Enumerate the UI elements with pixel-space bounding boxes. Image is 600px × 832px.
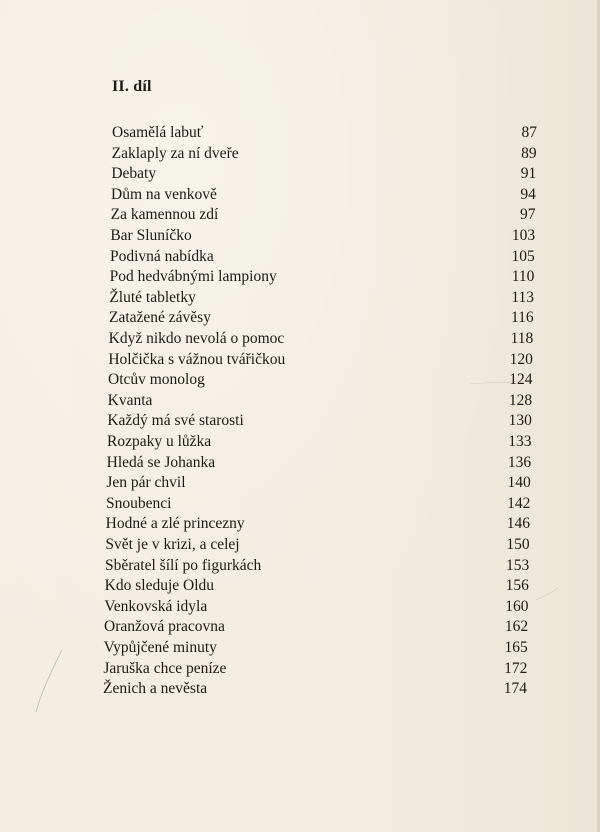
toc-entry-page-number: 146 — [506, 515, 530, 533]
toc-entry — [0, 391, 600, 411]
toc-entry-title: Venkovská idyla — [104, 597, 208, 615]
toc-entry-page-number: 133 — [508, 433, 532, 450]
toc-entry-title: Vypůjčené minuty — [103, 639, 217, 656]
toc-entry — [0, 308, 600, 328]
toc-entry-title: Osamělá labuť — [112, 124, 204, 141]
toc-entry-title: Zatažené závěsy — [109, 309, 211, 327]
toc-entry-page-number: 116 — [510, 309, 534, 327]
toc-entry — [0, 411, 600, 431]
toc-entry-title: Debaty — [111, 165, 157, 183]
toc-entry-page-number: 162 — [504, 618, 529, 636]
toc-entry-page-number: 153 — [505, 556, 530, 574]
toc-entry-title: Ženich a nevěsta — [103, 680, 208, 698]
toc-entry-title: Žluté tabletky — [109, 288, 196, 306]
toc-entry-page-number: 140 — [507, 474, 531, 492]
toc-entry-page-number: 91 — [520, 165, 537, 183]
toc-entry-title: Kdo sleduje Oldu — [104, 577, 215, 595]
toc-entry-page-number: 174 — [503, 680, 527, 698]
toc-entry-page-number: 94 — [520, 185, 536, 203]
toc-entry — [0, 556, 600, 576]
toc-entry-title: Svět je v krizi, a celej — [105, 536, 240, 553]
toc-entry-title: Pod hedvábnými lampiony — [109, 268, 277, 286]
toc-entry-title: Oranžová pracovna — [104, 618, 225, 636]
toc-entry — [0, 288, 600, 308]
toc-entry-page-number: 142 — [507, 494, 531, 512]
toc-entry — [0, 514, 600, 534]
toc-entry-page-number: 118 — [510, 330, 534, 347]
toc-entry-title: Otcův monolog — [108, 371, 205, 389]
toc-entry-title: Za kamennou zdí — [110, 206, 219, 224]
toc-entry — [0, 473, 600, 493]
toc-entry — [0, 453, 600, 473]
toc-entry — [0, 432, 600, 452]
toc-entry — [0, 638, 600, 658]
toc-entry-title: Každý má své starosti — [107, 412, 244, 430]
toc-entry-title: Kvanta — [107, 391, 153, 409]
toc-entry — [0, 185, 600, 205]
part-heading: II. díl — [112, 78, 152, 95]
toc-entry-title: Hledá se Johanka — [106, 453, 216, 471]
toc-entry-page-number: 172 — [504, 659, 528, 677]
toc-entry-title: Hodné a zlé princezny — [105, 515, 245, 533]
toc-entry-page-number: 124 — [509, 371, 533, 389]
toc-entry-title: Podivná nabídka — [110, 247, 214, 265]
toc-entry-page-number: 160 — [505, 597, 529, 615]
toc-entry — [0, 164, 600, 184]
toc-entry-page-number: 150 — [506, 536, 530, 553]
toc-entry — [0, 494, 600, 514]
toc-entry-page-number: 128 — [508, 391, 533, 409]
toc-entry — [0, 617, 600, 637]
toc-entry-page-number: 113 — [511, 288, 535, 306]
toc-entry — [0, 535, 600, 555]
toc-entry-title: Když nikdo nevolá o pomoc — [108, 330, 285, 347]
toc-entry-title: Zaklaply za ní dveře — [111, 144, 239, 162]
toc-entry-page-number: 156 — [505, 577, 529, 595]
toc-entry — [0, 350, 600, 370]
toc-entry — [0, 205, 600, 225]
toc-entry-page-number: 87 — [521, 124, 537, 141]
toc-entry-title: Holčička s vážnou tvářičkou — [108, 350, 286, 368]
toc-entry-title: Bar Sluníčko — [110, 227, 192, 244]
toc-entry-title: Snoubenci — [106, 494, 172, 512]
toc-entry — [0, 123, 600, 143]
toc-entry — [0, 370, 600, 390]
toc-entry-title: Jen pár chvil — [106, 474, 186, 492]
toc-entry-page-number: 165 — [504, 639, 528, 656]
toc-entry — [0, 226, 600, 246]
toc-entry-page-number: 97 — [520, 206, 536, 224]
toc-entry — [0, 659, 600, 679]
toc-entry — [0, 247, 600, 267]
toc-entry — [0, 329, 600, 349]
toc-entry-page-number: 103 — [511, 227, 536, 244]
toc-entry-page-number: 120 — [509, 350, 533, 368]
toc-entry-title: Dům na venkově — [111, 185, 217, 203]
toc-entry — [0, 597, 600, 617]
toc-entry-title: Jaruška chce peníze — [103, 659, 227, 677]
toc-entry-page-number: 136 — [507, 453, 532, 471]
toc-entry-title: Sběratel šílí po figurkách — [105, 556, 262, 574]
toc-entry-title: Rozpaky u lůžka — [107, 433, 212, 450]
toc-entry — [0, 576, 600, 596]
toc-entry-page-number: 130 — [508, 412, 532, 430]
toc-entry — [0, 679, 600, 699]
toc-entry — [0, 144, 600, 164]
toc-entry-page-number: 105 — [511, 247, 535, 265]
toc-entry — [0, 267, 600, 287]
toc-entry-page-number: 89 — [521, 144, 537, 162]
toc-entry-page-number: 110 — [511, 268, 535, 286]
